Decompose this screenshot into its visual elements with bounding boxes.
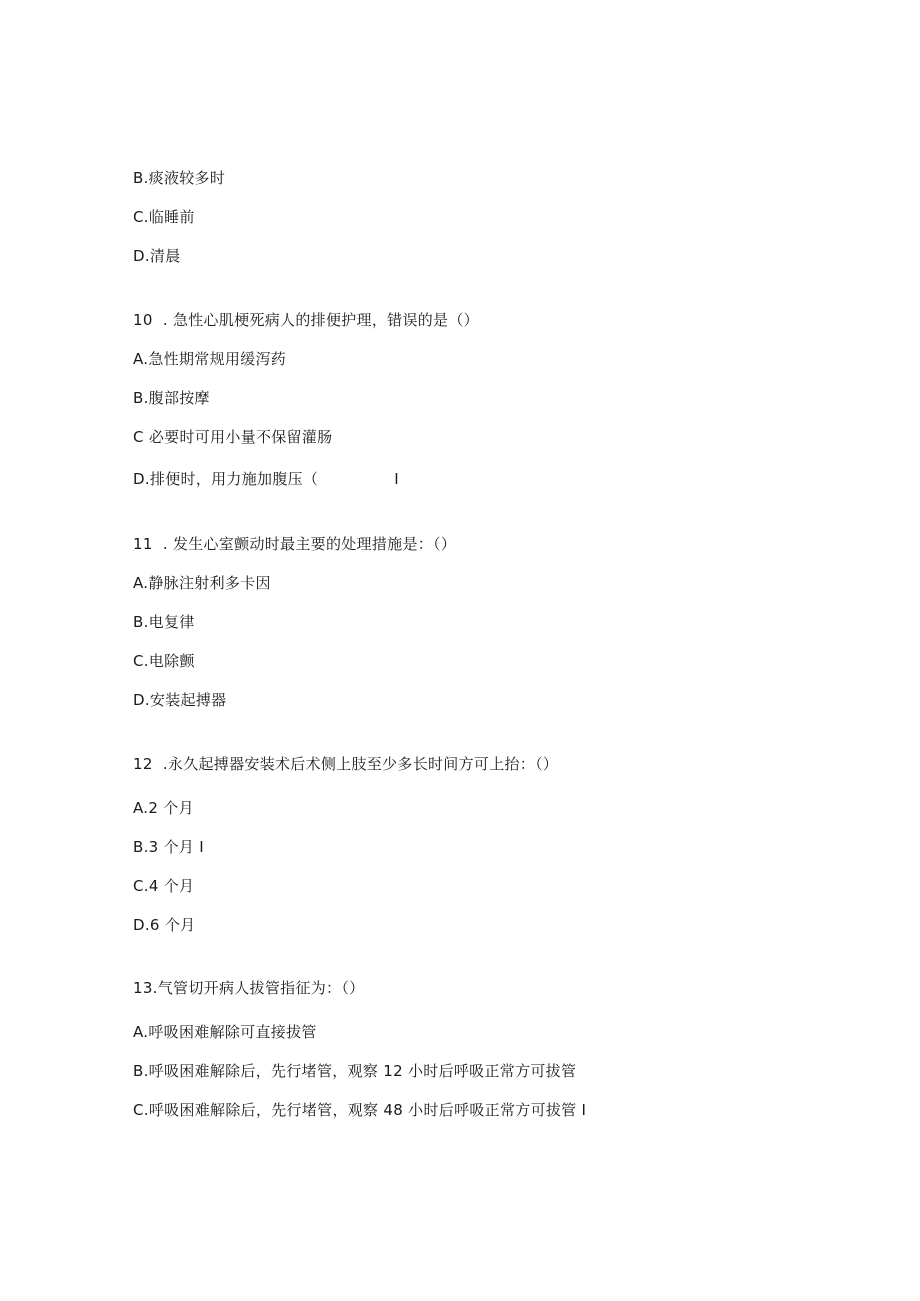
q11-option-d: D.安装起搏器 bbox=[133, 691, 227, 709]
q13-option-a: A.呼吸困难解除可直接拔管 bbox=[133, 1023, 317, 1041]
q9-option-c: C.临睡前 bbox=[133, 208, 195, 226]
q10-stem: 10 . 急性心肌梗死病人的排便护理，错误的是（） bbox=[133, 311, 479, 329]
q12-option-b: B.3 个月 I bbox=[133, 838, 204, 856]
q12-option-c: C.4 个月 bbox=[133, 877, 195, 895]
q10-option-a: A.急性期常规用缓泻药 bbox=[133, 350, 287, 368]
q13-option-c: C.呼吸困难解除后，先行堵管，观察 48 小时后呼吸正常方可拔管 I bbox=[133, 1101, 587, 1119]
q9-option-b: B.痰液较多时 bbox=[133, 169, 226, 187]
q13-stem: 13.气管切开病人拔管指征为：（） bbox=[133, 979, 365, 997]
q13-option-b: B.呼吸困难解除后，先行堵管，观察 12 小时后呼吸正常方可拔管 bbox=[133, 1062, 577, 1080]
q9-option-d: D.清晨 bbox=[133, 247, 181, 265]
q12-stem: 12 .永久起搏器安装术后术侧上肢至少多长时间方可上抬：（） bbox=[133, 755, 559, 773]
q11-option-c: C.电除颤 bbox=[133, 652, 195, 670]
q12-option-d: D.6 个月 bbox=[133, 916, 196, 934]
q11-option-b: B.电复律 bbox=[133, 613, 195, 631]
q10-option-b: B.腹部按摩 bbox=[133, 389, 210, 407]
q10-option-c: C 必要时可用小量不保留灌肠 bbox=[133, 428, 333, 446]
q12-option-a: A.2 个月 bbox=[133, 799, 194, 817]
q10-option-d: D.排便时，用力施加腹压（ I bbox=[133, 470, 399, 488]
q11-stem: 11 . 发生心室颤动时最主要的处理措施是：（） bbox=[133, 535, 457, 553]
q11-option-a: A.静脉注射利多卡因 bbox=[133, 574, 271, 592]
